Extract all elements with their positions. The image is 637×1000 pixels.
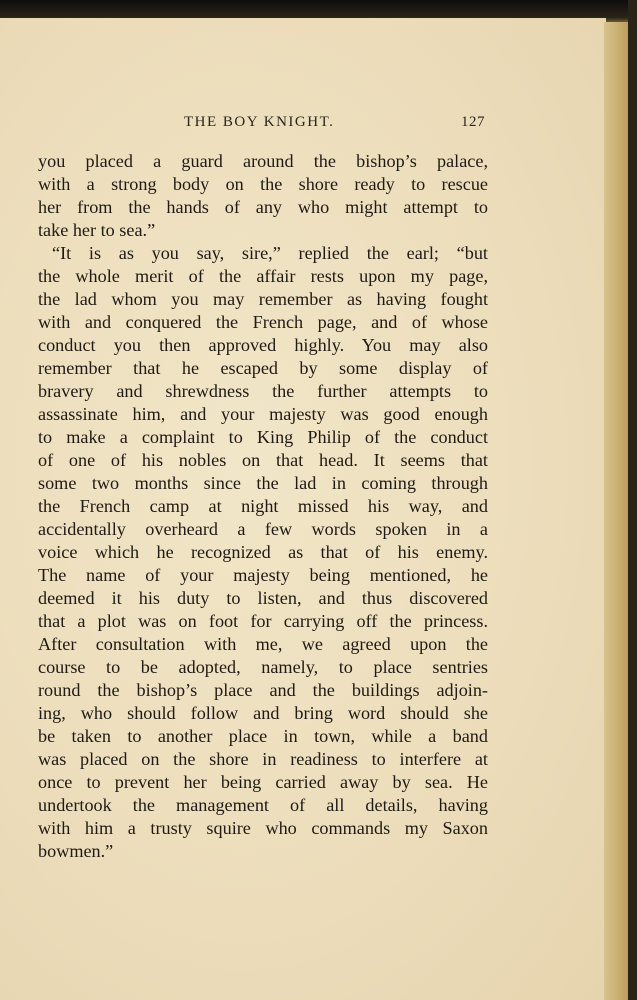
- text-line: with a strong body on the shore ready to rescue: [38, 174, 488, 194]
- text-line: her from the hands of any who might attempt to: [38, 197, 488, 217]
- text-line: you placed a guard around the bishop’s palace,: [38, 151, 488, 171]
- text-line: deemed it his duty to listen, and thus discovered: [38, 588, 488, 608]
- body-text: [38, 150, 488, 863]
- text-line: take her to sea.”: [38, 220, 156, 240]
- text-line: course to be adopted, namely, to place sentries: [38, 657, 488, 677]
- running-head: [38, 114, 488, 136]
- page-number: 127: [461, 114, 485, 130]
- text-line: bravery and shrewdness the further attempts to: [38, 381, 488, 401]
- text-line: with him a trusty squire who commands my Saxon: [38, 818, 488, 838]
- text-line: that a plot was on foot for carrying off the princess.: [38, 611, 488, 631]
- text-line: bowmen.”: [38, 841, 114, 861]
- text-line: conduct you then approved highly. You may also: [38, 335, 488, 355]
- text-line: round the bishop’s place and the buildings adjoin-: [38, 680, 488, 700]
- running-title: THE BOY KNIGHT.: [184, 114, 335, 130]
- text-line: assassinate him, and your majesty was good enough: [38, 404, 488, 424]
- text-line: the lad whom you may remember as having fought: [38, 289, 488, 309]
- text-line: the whole merit of the affair rests upon my page,: [38, 266, 488, 286]
- page-stack-edge: [604, 22, 630, 1000]
- text-line: of one of his nobles on that head. It seems that: [38, 450, 488, 470]
- text-line: to make a complaint to King Philip of the conduct: [38, 427, 488, 447]
- binding-edge: [628, 0, 637, 1000]
- text-line: “It is as you say, sire,” replied the earl; “but: [52, 243, 488, 263]
- text-line: some two months since the lad in coming through: [38, 473, 488, 493]
- text-line: be taken to another place in town, while a band: [38, 726, 488, 746]
- text-line: with and conquered the French page, and of whose: [38, 312, 488, 332]
- text-line: accidentally overheard a few words spoken in a: [38, 519, 488, 539]
- text-line: the French camp at night missed his way, and: [38, 496, 488, 516]
- text-line: remember that he escaped by some display of: [38, 358, 488, 378]
- text-line: once to prevent her being carried away by sea. He: [38, 772, 488, 792]
- text-line: The name of your majesty being mentioned, he: [38, 565, 488, 585]
- text-line: was placed on the shore in readiness to interfere at: [38, 749, 488, 769]
- text-line: voice which he recognized as that of his enemy.: [38, 542, 488, 562]
- text-line: undertook the management of all details, having: [38, 795, 488, 815]
- text-line: After consultation with me, we agreed upon the: [38, 634, 488, 654]
- text-line: ing, who should follow and bring word should she: [38, 703, 488, 723]
